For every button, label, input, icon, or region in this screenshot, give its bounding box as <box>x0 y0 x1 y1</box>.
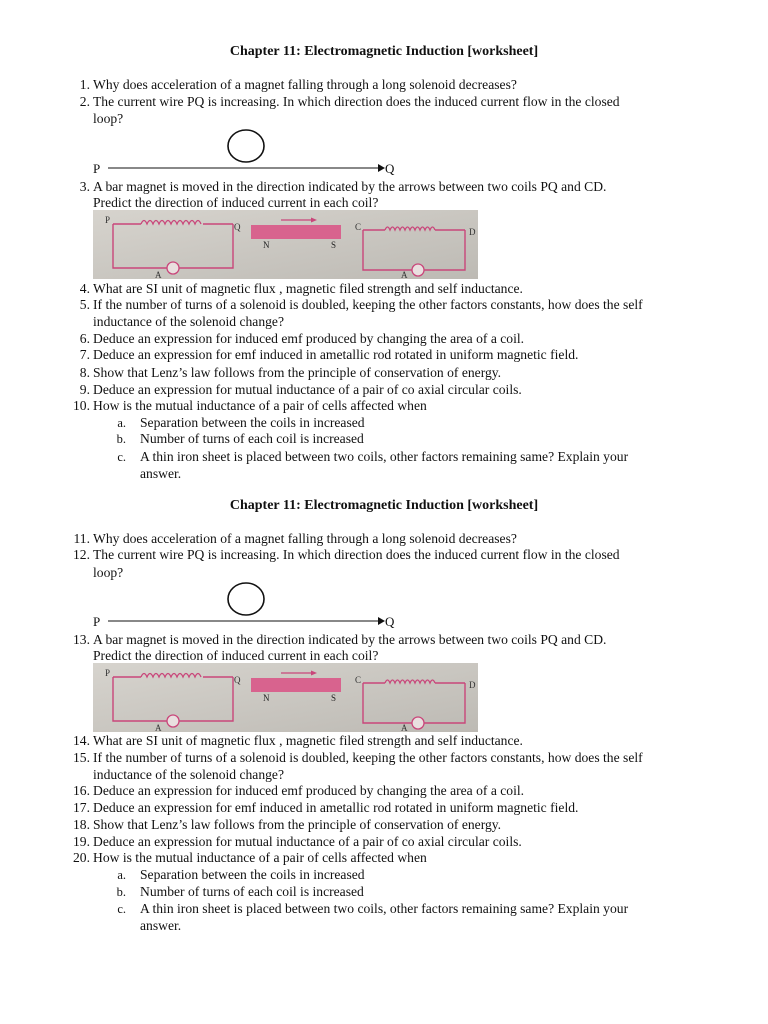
wire-pq-diagram <box>88 581 408 633</box>
question-number: 20. <box>73 850 90 865</box>
label-n: N <box>263 693 270 703</box>
subitem-letter: c. <box>117 450 126 464</box>
subitem-text-cont: answer. <box>140 918 182 933</box>
label-p: P <box>93 614 101 629</box>
bar-magnet <box>251 225 341 239</box>
question-number: 2. <box>79 94 90 109</box>
galvanometer-icon <box>167 262 179 274</box>
question-text-cont: Predict the direction of induced current in each coil? <box>93 648 379 663</box>
question-text: A bar magnet is moved in the direction indicated by the arrows between two coils PQ and CD. <box>93 179 607 194</box>
question-number: 3. <box>79 179 90 194</box>
worksheet-title: Chapter 11: Electromagnetic Induction [worksheet] <box>229 44 539 59</box>
question-number: 12. <box>73 547 90 562</box>
question-number: 19. <box>73 834 90 849</box>
label-s: S <box>331 240 337 250</box>
label-a: A <box>401 270 408 279</box>
question-text: Deduce an expression for induced emf produced by changing the area of a coil. <box>93 783 525 798</box>
label-n: N <box>263 240 270 250</box>
question-text: What are SI unit of magnetic flux , magnetic filed strength and self inductance. <box>93 281 523 296</box>
galvanometer-icon <box>167 715 179 727</box>
subitem-text: A thin iron sheet is placed between two coils, other factors remaining same? Explain your <box>140 449 629 464</box>
subitem-letter: a. <box>117 868 126 882</box>
question-text-cont: loop? <box>93 111 124 126</box>
question-text-cont: Predict the direction of induced current in each coil? <box>93 195 379 210</box>
label-d: D <box>469 227 476 237</box>
subitem-text: Separation between the coils in increased <box>140 415 365 430</box>
label-a: A <box>401 723 408 732</box>
question-text-cont: loop? <box>93 565 124 580</box>
subitem-text: Separation between the coils in increased <box>140 867 365 882</box>
question-text: If the number of turns of a solenoid is doubled, keeping the other factors constants, how does the self <box>93 297 643 312</box>
question-text: A bar magnet is moved in the direction indicated by the arrows between two coils PQ and CD. <box>93 632 607 647</box>
closed-loop-circle <box>228 583 264 615</box>
question-number: 4. <box>79 281 90 296</box>
coils-magnet-photo <box>93 210 478 279</box>
question-number: 9. <box>79 382 90 397</box>
subitem-text: Number of turns of each coil is increased <box>140 884 364 899</box>
arrow-head-icon <box>378 164 385 172</box>
bar-magnet <box>251 678 341 692</box>
label-c: C <box>355 222 362 232</box>
question-text: What are SI unit of magnetic flux , magnetic filed strength and self inductance. <box>93 733 523 748</box>
question-number: 14. <box>73 733 90 748</box>
question-number: 16. <box>73 783 90 798</box>
subitem-text: Number of turns of each coil is increased <box>140 431 364 446</box>
wire-pq-diagram <box>88 128 408 180</box>
question-text: Why does acceleration of a magnet falling through a long solenoid decreases? <box>93 77 517 92</box>
subitem-letter: b. <box>116 432 126 446</box>
arrow-head-icon <box>378 617 385 625</box>
question-text: Show that Lenz’s law follows from the principle of conservation of energy. <box>93 817 502 832</box>
question-text-cont: inductance of the solenoid change? <box>93 767 284 782</box>
label-q: Q <box>385 161 395 176</box>
question-number: 8. <box>79 365 90 380</box>
subitem-letter: c. <box>117 902 126 916</box>
subitem-text: A thin iron sheet is placed between two coils, other factors remaining same? Explain your <box>140 901 629 916</box>
question-text: How is the mutual inductance of a pair of cells affected when <box>93 398 427 413</box>
question-text: How is the mutual inductance of a pair of cells affected when <box>93 850 427 865</box>
subitem-letter: a. <box>117 416 126 430</box>
question-number: 11. <box>73 531 90 546</box>
question-text-cont: inductance of the solenoid change? <box>93 314 284 329</box>
question-text: Deduce an expression for mutual inductance of a pair of co axial circular coils. <box>93 834 522 849</box>
galvanometer-icon <box>412 717 424 729</box>
subitem-letter: b. <box>116 885 126 899</box>
label-p: P <box>105 668 111 678</box>
label-p: P <box>105 215 111 225</box>
question-text: Deduce an expression for emf induced in ametallic rod rotated in uniform magnetic field. <box>93 800 579 815</box>
worksheet-title: Chapter 11: Electromagnetic Induction [worksheet] <box>229 498 539 513</box>
label-d: D <box>469 680 476 690</box>
label-q: Q <box>234 222 241 232</box>
label-p: P <box>93 161 101 176</box>
question-number: 10. <box>73 398 90 413</box>
question-text: If the number of turns of a solenoid is doubled, keeping the other factors constants, how does the self <box>93 750 643 765</box>
question-number: 18. <box>73 817 90 832</box>
question-number: 7. <box>79 347 90 362</box>
question-number: 6. <box>79 331 90 346</box>
question-text: Show that Lenz’s law follows from the principle of conservation of energy. <box>93 365 502 380</box>
question-number: 13. <box>73 632 90 647</box>
label-a: A <box>155 723 162 732</box>
label-q: Q <box>385 614 395 629</box>
question-number: 17. <box>73 800 90 815</box>
question-number: 15. <box>73 750 90 765</box>
question-text: Deduce an expression for emf induced in ametallic rod rotated in uniform magnetic field. <box>93 347 579 362</box>
question-text: Deduce an expression for induced emf produced by changing the area of a coil. <box>93 331 525 346</box>
label-q: Q <box>234 675 241 685</box>
subitem-text-cont: answer. <box>140 466 182 481</box>
question-number: 1. <box>79 77 90 92</box>
closed-loop-circle <box>228 130 264 162</box>
question-text: Why does acceleration of a magnet falling through a long solenoid decreases? <box>93 531 517 546</box>
question-number: 5. <box>79 297 90 312</box>
label-a: A <box>155 270 162 279</box>
question-text: The current wire PQ is increasing. In which direction does the induced current flow in the closed <box>93 547 620 562</box>
label-s: S <box>331 693 337 703</box>
galvanometer-icon <box>412 264 424 276</box>
coils-magnet-photo <box>93 663 478 732</box>
question-text: Deduce an expression for mutual inductance of a pair of co axial circular coils. <box>93 382 522 397</box>
question-text: The current wire PQ is increasing. In which direction does the induced current flow in the closed <box>93 94 620 109</box>
label-c: C <box>355 675 362 685</box>
